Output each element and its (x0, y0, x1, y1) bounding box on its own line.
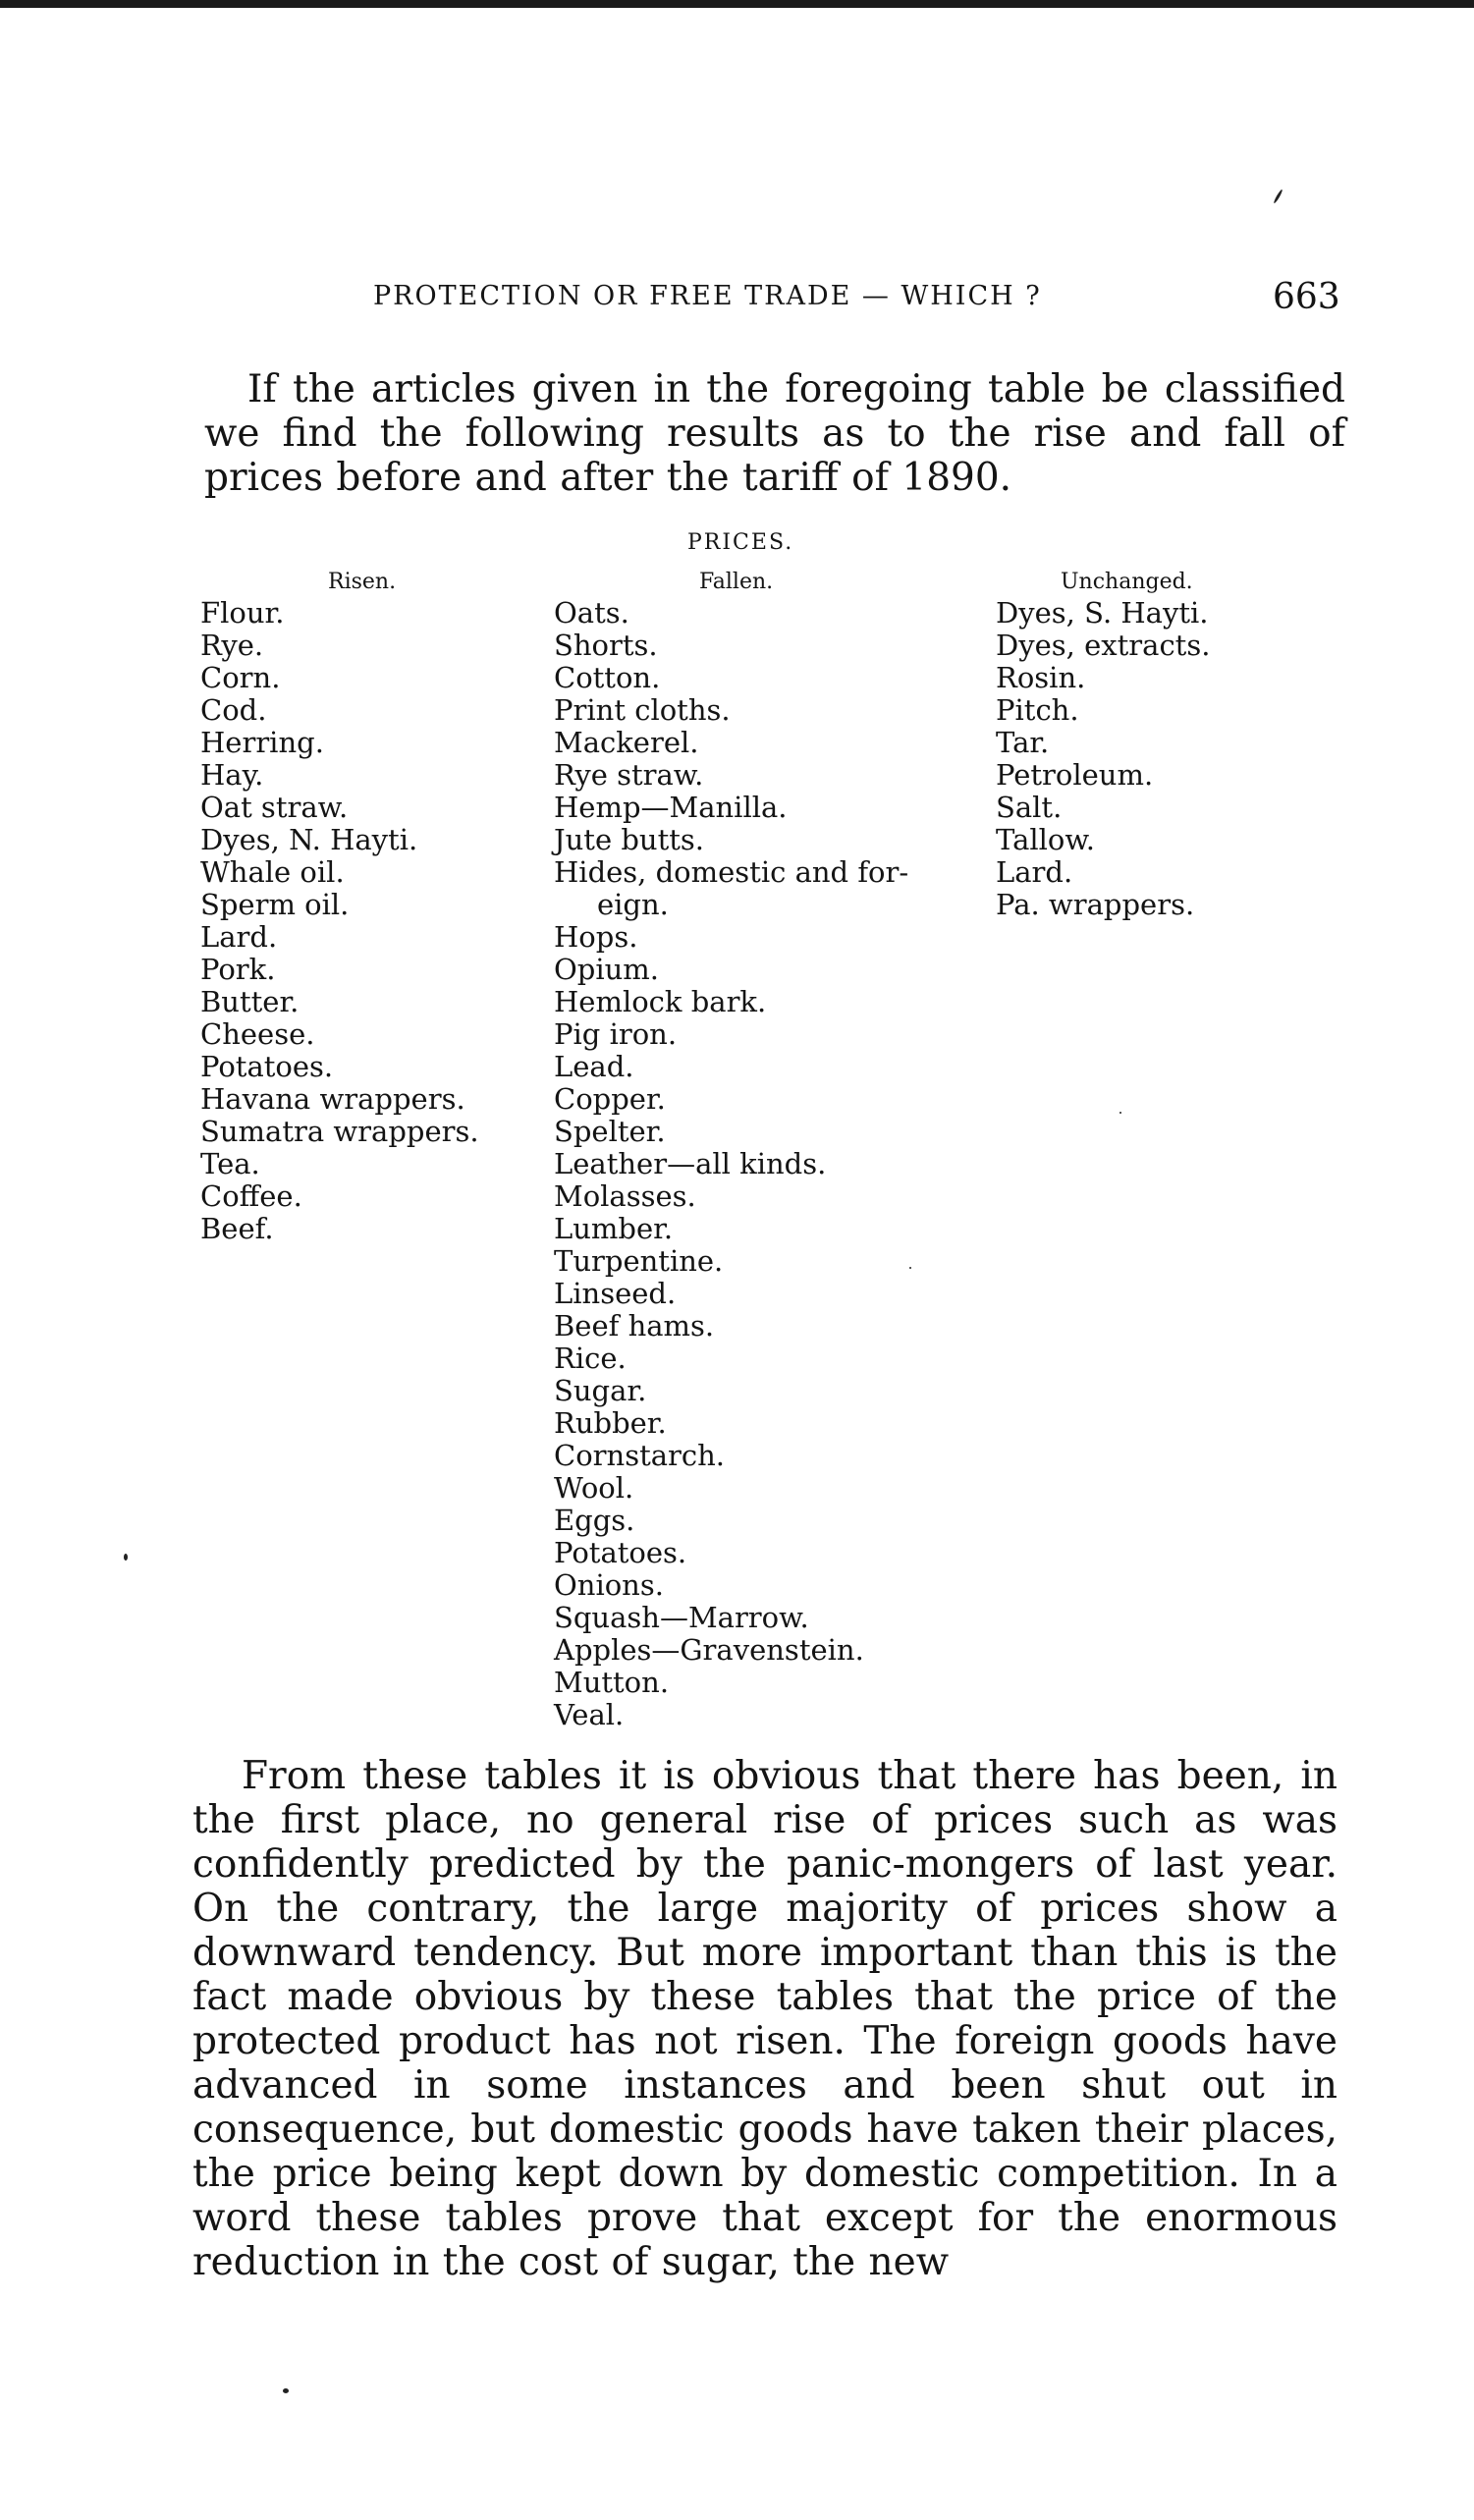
print-speck (1119, 1112, 1121, 1114)
fallen-item: Hides, domestic and for- (554, 855, 909, 889)
fallen-item: Wool. (554, 1471, 634, 1505)
print-speck (283, 2388, 289, 2393)
unchanged-item: Lard. (996, 855, 1073, 889)
unchanged-item: Salt. (996, 791, 1063, 824)
risen-item: Potatoes. (200, 1050, 334, 1083)
fallen-item: Lead. (554, 1050, 634, 1083)
unchanged-item: Tar. (996, 726, 1050, 759)
fallen-item-continuation: eign. (597, 888, 669, 921)
fallen-item: Spelter. (554, 1115, 666, 1148)
fallen-item: Mutton. (554, 1666, 670, 1699)
fallen-item: Hops. (554, 920, 638, 954)
risen-item: Herring. (200, 726, 324, 759)
risen-item: Whale oil. (200, 855, 345, 889)
risen-item: Sumatra wrappers. (200, 1115, 479, 1148)
fallen-item: Potatoes. (554, 1536, 687, 1569)
fallen-item: Beef hams. (554, 1309, 715, 1342)
fallen-item: Molasses. (554, 1179, 696, 1213)
fallen-item: Cotton. (554, 661, 661, 694)
fallen-item: Cornstarch. (554, 1439, 726, 1472)
risen-item: Coffee. (200, 1179, 302, 1213)
print-speck (124, 1554, 128, 1561)
risen-item: Lard. (200, 920, 278, 954)
risen-item: Pork. (200, 953, 276, 986)
unchanged-item: Pitch. (996, 693, 1079, 727)
fallen-column-heading: Fallen. (699, 570, 774, 594)
page-top-edge (0, 0, 1474, 8)
fallen-item: Rice. (554, 1342, 627, 1375)
fallen-item: Apples—Gravenstein. (554, 1633, 864, 1667)
fallen-item: Eggs. (554, 1504, 635, 1537)
fallen-item: Linseed. (554, 1277, 677, 1310)
fallen-item: Hemlock bark. (554, 985, 767, 1018)
fallen-item: Oats. (554, 596, 629, 630)
unchanged-item: Petroleum. (996, 758, 1154, 792)
fallen-item: Sugar. (554, 1374, 647, 1407)
risen-item: Hay. (200, 758, 264, 792)
unchanged-item: Tallow. (996, 823, 1095, 856)
fallen-item: Jute butts. (554, 823, 704, 856)
risen-item: Tea. (200, 1147, 260, 1180)
risen-item: Cod. (200, 693, 267, 727)
fallen-item: Lumber. (554, 1212, 674, 1245)
fallen-item: Rye straw. (554, 758, 704, 792)
unchanged-item: Dyes, S. Hayti. (996, 596, 1209, 630)
unchanged-item: Pa. wrappers. (996, 888, 1195, 921)
fallen-item: Turpentine. (554, 1244, 724, 1278)
fallen-column (554, 597, 908, 1731)
fallen-item: Pig iron. (554, 1017, 678, 1051)
fallen-item: Hemp—Manilla. (554, 791, 788, 824)
intro-paragraph: If the articles given in the foregoing table be classified we find the following results as to the rise and fall of prices before and after the tariff of 1890. (204, 367, 1345, 500)
print-speck (909, 1267, 911, 1269)
fallen-item: Mackerel. (554, 726, 699, 759)
page-number: 663 (1273, 277, 1340, 317)
fallen-item: Opium. (554, 953, 660, 986)
print-speck (1273, 189, 1283, 203)
fallen-item: Copper. (554, 1082, 666, 1116)
fallen-item: Onions. (554, 1568, 664, 1602)
fallen-item: Shorts. (554, 629, 658, 662)
risen-item: Flour. (200, 596, 285, 630)
unchanged-item: Dyes, extracts. (996, 629, 1211, 662)
risen-item: Oat straw. (200, 791, 349, 824)
conclusion-paragraph: From these tables it is obvious that there has been, in the first place, no general rise of prices such as was confidently predicted by the panic-mongers of last year. On the contrary, the large majority of prices show a downward tendency. But more important than this is the fact made obvious by these tables that the price of the protected product has not risen. The foreign goods have advanced in some instances and been shut out in consequence, but domestic goods have taken their places, the price being kept down by domestic competition. In a word these tables prove that except for the enormous reduction in the cost of sugar, the new (192, 1754, 1338, 2284)
risen-item: Cheese. (200, 1017, 315, 1051)
fallen-item: Veal. (554, 1698, 625, 1731)
fallen-item: Squash—Marrow. (554, 1601, 809, 1634)
risen-column-heading: Risen. (328, 570, 397, 594)
fallen-item: Leather—all kinds. (554, 1147, 827, 1180)
fallen-item: Print cloths. (554, 693, 731, 727)
risen-item: Butter. (200, 985, 300, 1018)
running-title: PROTECTION OR FREE TRADE — WHICH ? (373, 281, 1042, 311)
risen-item: Beef. (200, 1212, 274, 1245)
unchanged-column-heading: Unchanged. (1061, 570, 1193, 594)
risen-item: Rye. (200, 629, 264, 662)
risen-item: Sperm oil. (200, 888, 350, 921)
risen-item: Havana wrappers. (200, 1082, 465, 1116)
unchanged-item: Rosin. (996, 661, 1086, 694)
fallen-item: Rubber. (554, 1406, 667, 1440)
unchanged-column (996, 597, 1210, 921)
prices-table-title: PRICES. (687, 530, 794, 555)
risen-item: Corn. (200, 661, 281, 694)
risen-column (200, 597, 479, 1245)
risen-item: Dyes, N. Hayti. (200, 823, 418, 856)
running-header (0, 277, 1474, 322)
